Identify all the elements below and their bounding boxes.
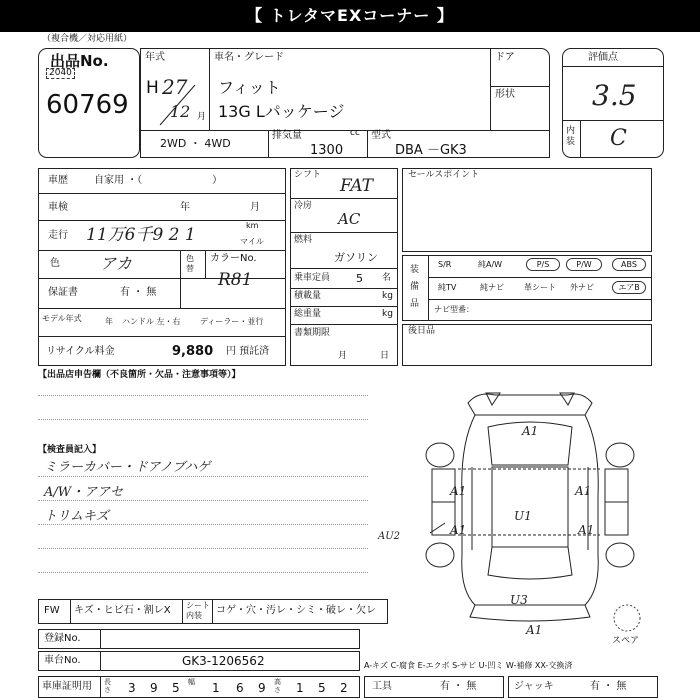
color-label: 色 xyxy=(50,258,60,269)
damage-legend: A-キズ C-腐食 E-エクボ S-サビ U-凹ミ W-補修 XX-交換済 xyxy=(364,661,573,670)
cert-label: 車庫証明用 xyxy=(42,681,92,692)
fw-items: キズ・ヒビ石・割レX xyxy=(74,605,171,616)
reg-no-box xyxy=(38,629,360,649)
color-no-label: カラーNo. xyxy=(210,253,257,264)
lot-label: 出品No. xyxy=(50,52,109,70)
month-hw: 12 xyxy=(170,102,191,121)
inspector-label: 【検査員記入】 xyxy=(38,445,102,455)
jack-label: ジャッキ xyxy=(514,681,554,692)
mark-9: A1 xyxy=(526,623,543,637)
color-change-label: 色替 xyxy=(186,254,194,273)
spare-label: スペア xyxy=(612,636,640,646)
eq-tv: 純TV xyxy=(438,283,457,292)
handle-label: ハンドル 左・右 xyxy=(122,317,181,326)
door-label: ドア xyxy=(495,52,515,63)
wid-d2: 6 xyxy=(236,681,244,695)
tool-label: 工具 xyxy=(372,681,392,692)
capacity-label: 乗車定員 xyxy=(294,273,331,283)
mark-4: U1 xyxy=(514,509,532,523)
sales-point-label: セールスポイント xyxy=(408,170,480,180)
form-note: （複合機／対応用紙） xyxy=(42,34,133,44)
mark-2: A1 xyxy=(450,484,467,498)
hgt-label: 高さ xyxy=(274,678,281,694)
disp-unit: cc xyxy=(350,128,360,138)
recycle-unit: 円 預託済 xyxy=(226,346,270,357)
shaken-year: 年 xyxy=(180,202,190,213)
year-hw: 27 xyxy=(162,75,188,99)
year-slash xyxy=(150,80,210,130)
car-name: フィット xyxy=(218,78,281,97)
reg-label: 書類期限 xyxy=(294,328,331,338)
load-label: 積載量 xyxy=(294,291,322,301)
chassis-value: GK3-1206562 xyxy=(182,654,265,668)
fuel-value: ガソリン xyxy=(334,251,378,264)
wid-label: 幅 xyxy=(188,678,195,686)
mark-5: A1 xyxy=(450,523,467,537)
color-no-hw: R81 xyxy=(218,270,253,290)
inspector-line-2: A/W・アアセ xyxy=(44,485,123,500)
tool-value: 有 ・ 無 xyxy=(440,681,477,692)
retrofit-label: 後日品 xyxy=(408,326,436,336)
eq-navi: 純ナビ xyxy=(480,283,504,292)
mark-6: A1 xyxy=(578,523,595,537)
disp-label: 排気量 xyxy=(272,130,302,141)
sales-point-box xyxy=(402,168,652,252)
spare-tire-icon xyxy=(612,603,642,633)
recycle-label: リサイクル料金 xyxy=(46,346,115,357)
km-unit: km xyxy=(246,221,259,230)
dealer-label: ディーラー・並行 xyxy=(200,317,264,326)
navi-label: ナビ型番： xyxy=(434,305,474,314)
mileage-hw: 11万6千9 2 1 xyxy=(86,225,196,245)
score-hw: 3.5 xyxy=(592,79,637,112)
sheet-title: 【 トレタマEXコーナー 】 xyxy=(0,0,700,32)
name-label: 車名・グレード xyxy=(214,52,284,63)
seat-items: コゲ・穴・汚レ・シミ・破レ・欠レ xyxy=(216,605,376,616)
interior-hw: C xyxy=(610,126,627,151)
equip-label: 装備品 xyxy=(410,265,420,309)
reki-value: 自家用 ・（ ） xyxy=(94,175,223,186)
front-bumper-shape xyxy=(468,394,592,415)
wid-d3: 9 xyxy=(258,681,266,695)
len-d3: 5 xyxy=(172,681,180,695)
reg-month: 月 xyxy=(338,351,348,361)
month-unit: 月 xyxy=(197,112,207,122)
shift-hw: FAT xyxy=(340,176,374,196)
model-year-unit: 年 xyxy=(105,317,113,326)
gross-label: 総重量 xyxy=(294,309,322,319)
inspector-line-1: ミラーカバー・ドアノブハゲ xyxy=(44,460,211,475)
type-label: 型式 xyxy=(371,130,391,141)
mile-unit: マイル xyxy=(240,237,264,246)
recycle-amount: 9,880 xyxy=(172,344,214,359)
eq-leather: 革シート xyxy=(524,283,556,292)
lot-number: 60769 xyxy=(46,90,129,120)
eq-aw: 純A/W xyxy=(478,260,503,269)
hgt-d2: 5 xyxy=(318,681,326,695)
reg-day: 日 xyxy=(380,351,390,361)
shift-label: シフト xyxy=(294,170,322,180)
score-label: 評価点 xyxy=(588,52,618,63)
eq-airbag: エアB xyxy=(612,281,646,294)
gross-kg: kg xyxy=(382,309,393,319)
year-label: 年式 xyxy=(145,52,165,63)
chassis-label: 車台No. xyxy=(44,655,81,666)
mark-1: A1 xyxy=(522,424,539,438)
reg-no-label: 登録No. xyxy=(44,633,81,644)
eq-sr: S/R xyxy=(438,260,452,269)
hgt-d3: 2 xyxy=(340,681,348,695)
interior-label: 内装 xyxy=(566,126,576,147)
wid-d1: 1 xyxy=(212,681,220,695)
fw-label: FW xyxy=(44,605,60,616)
model-label: モデル年式 xyxy=(42,314,82,323)
era: H xyxy=(146,78,159,98)
shaken-month: 月 xyxy=(250,202,260,213)
reki-label: 車歴 xyxy=(48,175,68,186)
inspector-line-3: トリムキズ xyxy=(44,509,109,524)
len-label: 長さ xyxy=(104,678,111,694)
lot-sub: 2040 xyxy=(46,68,75,79)
jack-value: 有 ・ 無 xyxy=(590,681,627,692)
ac-hw: AC xyxy=(338,210,361,228)
load-kg: kg xyxy=(382,291,393,301)
eq-pw: P/W xyxy=(566,258,602,271)
mileage-label: 走行 xyxy=(48,230,68,241)
fuel-label: 燃料 xyxy=(294,235,313,245)
len-d1: 3 xyxy=(128,681,136,695)
len-d2: 9 xyxy=(150,681,158,695)
mark-8: U3 xyxy=(510,593,528,607)
eq-abs: ABS xyxy=(612,258,646,271)
mark-7: AU2 xyxy=(378,531,401,542)
hgt-d1: 1 xyxy=(296,681,304,695)
mark-3: A1 xyxy=(575,484,592,498)
seat-label: シート内装 xyxy=(186,601,210,620)
displacement: 1300 xyxy=(310,143,344,158)
grade: 13G Lパッケージ xyxy=(218,102,345,121)
eq-extnavi: 外ナビ xyxy=(570,283,594,292)
retrofit-box xyxy=(402,324,652,366)
warranty-label: 保証書 xyxy=(48,287,78,298)
warranty-value: 有 ・ 無 xyxy=(120,287,157,298)
ac-label: 冷房 xyxy=(294,201,313,211)
shape-label: 形状 xyxy=(495,89,515,100)
capacity-value: 5 xyxy=(356,272,363,285)
drive: 2WD ・ 4WD xyxy=(160,137,231,150)
capacity-unit: 名 xyxy=(382,273,392,283)
shaken-label: 車検 xyxy=(48,202,68,213)
eq-ps: P/S xyxy=(526,258,560,271)
model-code: DBA －GK3 xyxy=(395,143,467,158)
color-hw: アカ xyxy=(100,254,132,273)
store-label: 【出品店申告欄（不良箇所・欠品・注意事項等）】 xyxy=(38,370,241,380)
